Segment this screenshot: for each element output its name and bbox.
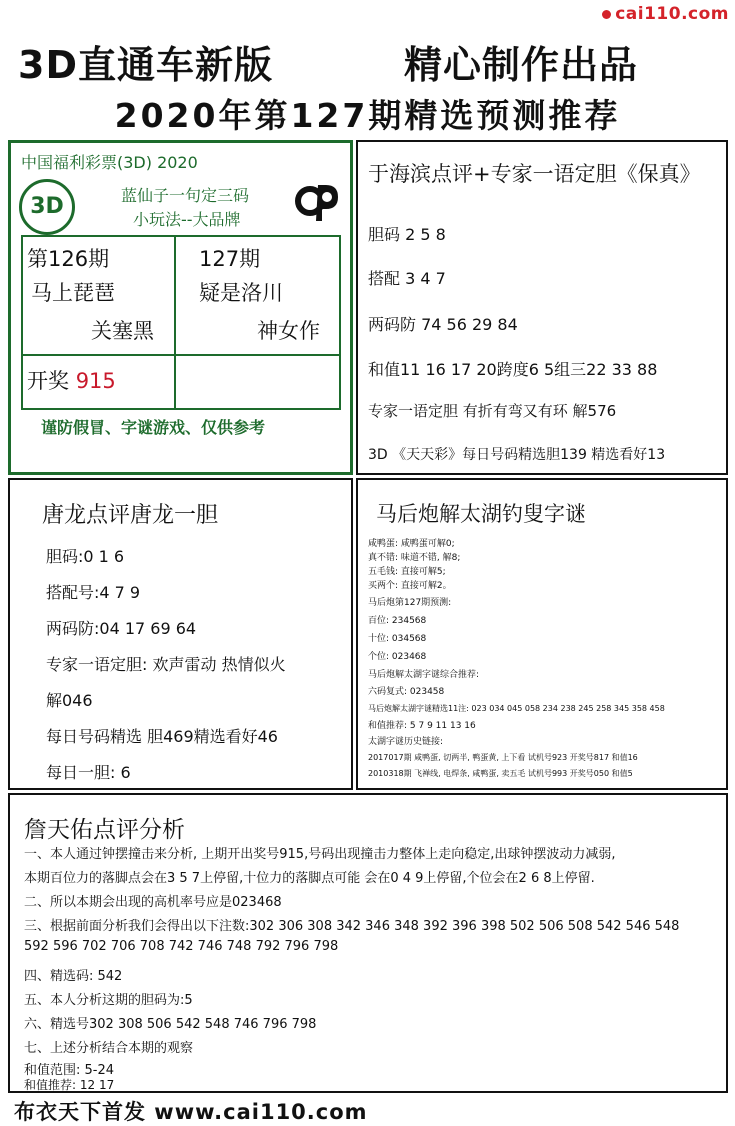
footer-banner: 布衣天下首发 www.cai110.com	[14, 1100, 368, 1124]
expert-line: 胆码 2 5 8	[368, 225, 446, 244]
draw-result	[27, 365, 116, 395]
mahou-line: 马后炮解太湖字谜综合推荐:	[368, 670, 480, 680]
prev-riddle-line-1: 马上琵琶	[31, 281, 115, 305]
grid-divider-horizontal	[21, 354, 341, 356]
zhan-line: 本期百位力的落脚点会在3 5 7上停留,十位力的落脚点可能 会在0 4 9上停留,个位会在2 6 8上停留.	[24, 871, 595, 886]
zhan-panel-title: 詹天佑点评分析	[24, 817, 185, 843]
mahou-line: 百位: 234568	[368, 616, 427, 626]
mahou-panel	[356, 478, 728, 790]
tanglong-line: 每日一胆: 6	[46, 763, 131, 782]
mahou-line: 五毛钱: 直接可解5;	[368, 567, 446, 577]
zhan-line: 三、根据前面分析我们会得出以下注数:302 306 308 342 346 348 392 396 398 502 506 508 542 546 548	[24, 919, 680, 934]
mahou-line: 买两个: 直接可解2。	[368, 581, 452, 591]
draw-number: 915	[75, 369, 116, 393]
draw-label: 开奖	[27, 369, 69, 393]
next-riddle-line-2: 神女作	[257, 319, 320, 343]
mahou-panel-title: 马后炮解太湖钓叟字谜	[376, 502, 586, 526]
zhan-line: 四、精选码: 542	[24, 969, 123, 984]
mahou-line: 太湖字谜历史链接:	[368, 737, 444, 747]
lottery-card	[8, 140, 353, 475]
zhan-line: 二、所以本期会出现的高机率号应是023468	[24, 895, 282, 910]
title-right: 精心制作出品	[404, 43, 639, 87]
mahou-line: 个位: 023468	[368, 652, 427, 662]
prev-issue: 第126期	[27, 247, 110, 271]
tanglong-line: 两码防:04 17 69 64	[46, 619, 197, 638]
logo-dot-icon	[602, 10, 611, 19]
expert-line: 3D 《天天彩》每日号码精选胆139 精选看好13	[368, 447, 666, 463]
zhan-line: 和值推荐: 12 17	[24, 1078, 115, 1092]
tanglong-panel	[8, 478, 353, 790]
expert-line: 两码防 74 56 29 84	[368, 315, 518, 334]
welfare-lottery-mark-icon	[294, 179, 340, 223]
zhan-line: 六、精选号302 308 506 542 548 746 796 798	[24, 1017, 317, 1032]
zhan-line: 和值范围: 5-24	[24, 1063, 115, 1078]
mahou-line: 马后炮解太湖字谜精选11注: 023 034 045 058 234 238 245 258 345 358 458	[368, 704, 665, 713]
zhan-line: 一、本人通过钟摆撞击来分析, 上期开出奖号915,号码出现撞击力整体上走向稳定,出球钟摆波动力减弱,	[24, 847, 616, 862]
expert-line: 专家一语定胆 有折有弯又有环 解576	[368, 402, 617, 420]
next-issue: 127期	[199, 247, 261, 271]
mahou-line: 真不错: 味道不错, 解8;	[368, 553, 461, 563]
zhan-panel	[8, 793, 728, 1093]
title-left: 3D直通车新版	[18, 43, 273, 87]
mahou-line: 六码复式: 023458	[368, 687, 445, 697]
mahou-line: 和值推荐: 5 7 9 11 13 16	[368, 721, 476, 731]
tanglong-panel-title: 唐龙点评唐龙一胆	[42, 503, 219, 528]
zhan-line: 七、上述分析结合本期的观察	[24, 1041, 194, 1056]
mahou-line: 咸鸭蛋: 咸鸭蛋可解0;	[368, 539, 455, 549]
expert-line: 和值11 16 17 20跨度6 5组三22 33 88	[368, 360, 658, 379]
3d-logo-icon: 3D	[19, 179, 75, 235]
lottery-brand: 中国福利彩票(3D) 2020	[21, 153, 198, 172]
expert-panel	[356, 140, 728, 475]
mahou-line: 十位: 034568	[368, 634, 427, 644]
tanglong-line: 专家一语定胆: 欢声雷动 热情似火	[46, 655, 286, 674]
expert-line: 搭配 3 4 7	[368, 269, 446, 288]
mahou-line: 马后炮第127期预测:	[368, 598, 452, 608]
tanglong-line: 每日号码精选 胆469精选看好46	[46, 727, 278, 746]
prev-riddle-line-2: 关塞黑	[91, 319, 154, 343]
expert-panel-title: 于海滨点评+专家一语定胆《保真》	[368, 162, 701, 186]
page-subtitle: 2020年第127期精选预测推荐	[114, 96, 621, 135]
tanglong-line: 搭配号:4 7 9	[46, 583, 141, 602]
tanglong-line: 解046	[46, 691, 93, 710]
site-logo	[602, 4, 729, 24]
zhan-line: 592 596 702 706 708 742 746 748 792 796 798	[24, 939, 339, 954]
next-riddle-line-1: 疑是洛川	[199, 281, 283, 305]
lottery-slogan-2: 小玩法--大品牌	[133, 210, 241, 229]
site-logo-text: cai110.com	[615, 4, 729, 24]
mahou-line: 2017017期 咸鸭蛋, 切两半, 鸭蛋黄, 上下看 试机号923 开奖号817 和值16	[368, 753, 638, 762]
lottery-disclaimer: 谨防假冒、字谜游戏、仅供参考	[41, 418, 266, 437]
lottery-slogan-1: 蓝仙子一句定三码	[121, 186, 250, 205]
grid-divider-vertical	[174, 235, 176, 410]
zhan-line: 五、本人分析这期的胆码为:5	[24, 993, 193, 1008]
tanglong-line: 胆码:0 1 6	[46, 547, 125, 566]
mahou-line: 2010318期 飞禅线, 电焊条, 咸鸭蛋, 卖五毛 试机号993 开奖号050 和值5	[368, 769, 633, 778]
